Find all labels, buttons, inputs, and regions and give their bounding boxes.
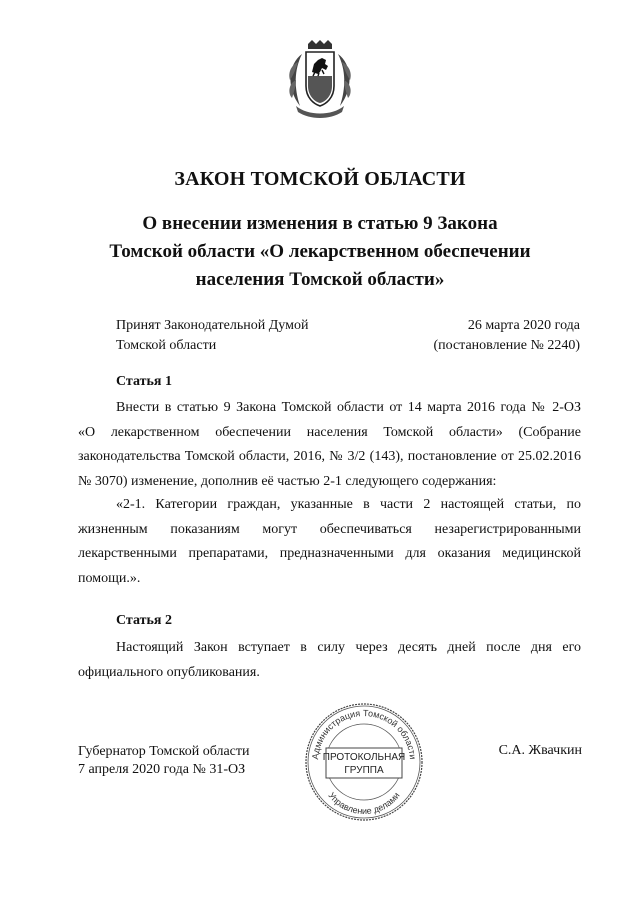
coat-of-arms-icon [282,40,358,118]
stamp-ring-bottom: Управление делами [326,790,402,817]
subtitle-line: населения Томской области» [195,269,445,290]
signatory-title: Губернатор Томской области [78,744,250,759]
adopted-by-line: Томской области [116,338,217,353]
resolution-number: (постановление № 2240) [433,338,580,353]
article-2-paragraph [78,636,581,685]
subtitle-line: Томской области «О лекарственном обеспечении [109,241,531,262]
signatory-block [78,743,250,779]
text-line: «2-1. Категории граждан, указанные в части 2 настоящей статьи, по [116,497,581,512]
law-title: ЗАКОН ТОМСКОЙ ОБЛАСТИ [174,168,466,190]
stamp-center-line: ПРОТОКОЛЬНАЯ [322,752,406,763]
article-1-heading: Статья 1 [116,374,172,389]
subtitle-line: О внесении изменения в статью 9 Закона [142,213,498,234]
text-line: № 3070) изменение, дополнив её частью 2-1 следующего содержания: [78,473,497,489]
adoption-date-line: 26 марта 2020 года [467,318,580,333]
text-line: лекарственными препаратами, предназначенными для оказания медицинской [78,546,581,561]
text-line: законодательства Томской области, 2016, № 3/2 (143), постановление от 25.02.2016 [78,449,581,464]
article-1-paragraph-1 [78,396,581,494]
article-1-paragraph-2 [78,493,581,591]
adoption-date [433,316,580,356]
signing-date-number: 7 апреля 2020 года № 31-ОЗ [78,762,246,777]
adopted-by-line: Принят Законодательной Думой [116,318,309,333]
article-2-heading: Статья 2 [116,613,172,628]
text-line: Настоящий Закон вступает в силу через десять дней после дня его [116,640,581,655]
text-line: жизненным показаниям могут обеспечиваться незарегистрированными [78,521,581,537]
text-line: помощи.». [78,570,141,586]
signatory-name: С.А. Жвачкин [498,743,582,758]
stamp-center-line: ГРУППА [344,765,384,776]
law-subtitle [0,210,640,294]
official-stamp [302,700,426,824]
adopted-by [116,316,308,356]
stamp-ring-top: Администрация Томской области [310,707,418,760]
text-line: официального опубликования. [78,664,260,680]
text-line: «О лекарственном обеспечении населения Томской области» (Собрание [78,424,581,440]
text-line: Внести в статью 9 Закона Томской области от 14 марта 2016 года № 2-ОЗ [116,400,581,415]
